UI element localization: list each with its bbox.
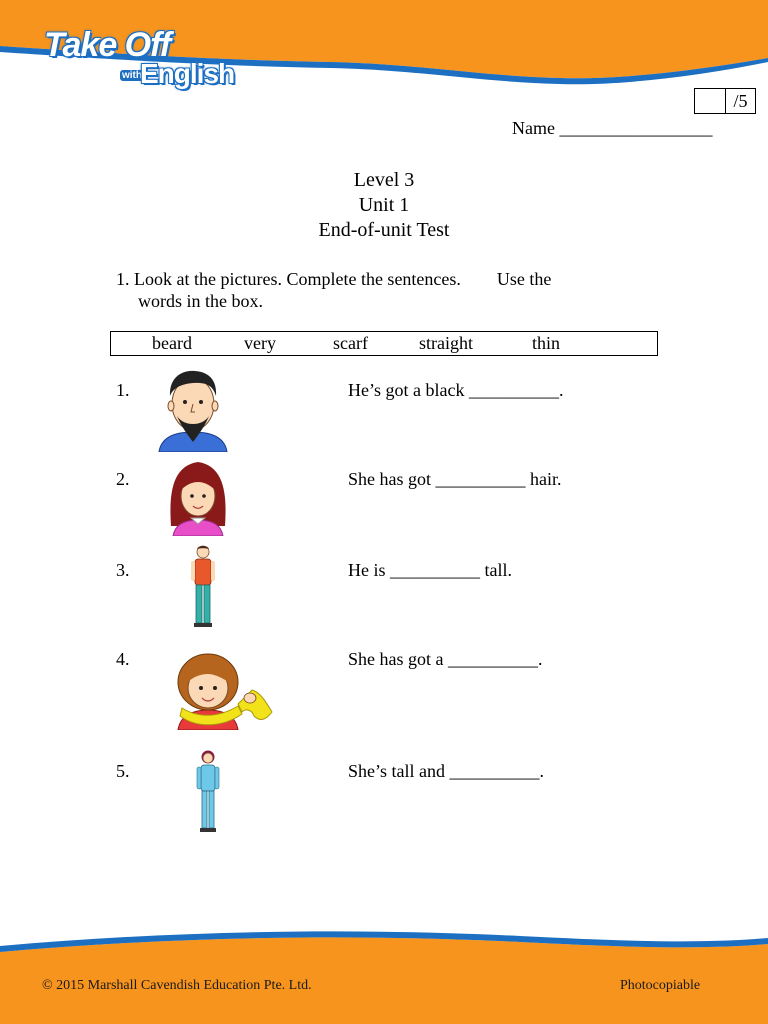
logo-with: with — [122, 70, 142, 81]
logo-take-off: Take Off — [44, 26, 171, 64]
question-sentence: She has got __________ hair. — [348, 469, 562, 489]
instruction — [116, 268, 676, 312]
page-title-block — [0, 168, 768, 243]
question-number: 1. — [116, 380, 130, 400]
unit-title: Unit 1 — [358, 194, 410, 216]
level-title: Level 3 — [353, 169, 415, 191]
question-number: 2. — [116, 469, 130, 489]
score-box — [694, 88, 756, 114]
question-number: 3. — [116, 560, 130, 580]
instruction-line-1: 1. Look at the pictures. Complete the sentences. Use the — [116, 269, 552, 289]
tall-thin-girl-icon — [193, 748, 223, 834]
question-sentence: He’s got a black __________. — [348, 380, 564, 400]
photocopiable-text: Photocopiable — [620, 978, 701, 993]
girl-straight-hair-icon — [165, 456, 231, 536]
instruction-line-2: words in the box. — [138, 291, 263, 311]
score-input-blank[interactable] — [695, 89, 726, 113]
footer-banner — [0, 930, 768, 1024]
score-total: /5 — [733, 91, 748, 111]
girl-with-scarf-icon — [168, 646, 276, 730]
logo-english: English — [140, 58, 235, 89]
question-number: 4. — [116, 649, 130, 669]
word-box — [110, 331, 658, 356]
word-box-item: very — [244, 333, 276, 353]
copyright-text: © 2015 Marshall Cavendish Education Pte. Ltd. — [42, 978, 312, 993]
name-field[interactable]: Name _________________ — [512, 118, 713, 138]
tall-boy-icon — [188, 543, 218, 629]
question-sentence: She has got a __________. — [348, 649, 543, 669]
test-title: End-of-unit Test — [318, 219, 450, 241]
word-box-item: beard — [152, 333, 192, 353]
question-sentence: She’s tall and __________. — [348, 761, 544, 781]
question-number: 5. — [116, 761, 130, 781]
word-box-item: straight — [419, 333, 473, 353]
word-box-item: thin — [532, 333, 561, 353]
word-box-item: scarf — [333, 333, 368, 353]
man-with-beard-icon — [155, 368, 231, 452]
question-sentence: He is __________ tall. — [348, 560, 512, 580]
